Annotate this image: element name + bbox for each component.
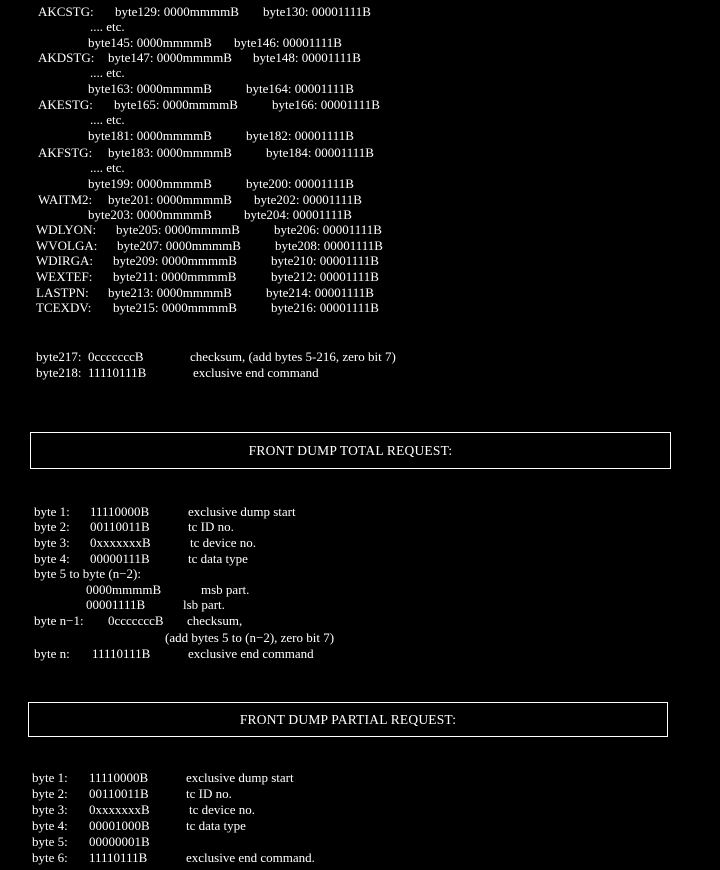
param-byte-msb: byte165: 0000mmmmB xyxy=(114,97,238,112)
byte-label: byte 1: xyxy=(34,504,70,519)
param-byte-lsb: byte202: 00001111B xyxy=(254,192,362,207)
byte-value: 00110011B xyxy=(89,786,149,801)
byte-value: 00001111B xyxy=(86,597,146,612)
param-byte-msb: byte203: 0000mmmmB xyxy=(88,207,212,222)
param-byte-msb: byte129: 0000mmmmB xyxy=(115,4,239,19)
byte-desc-note: (add bytes 5 to (n−2), zero bit 7) xyxy=(165,630,335,645)
param-name: AKCSTG: xyxy=(38,4,94,19)
byte-desc: exclusive dump start xyxy=(186,770,294,785)
param-byte-lsb: byte164: 00001111B xyxy=(246,81,354,96)
byte-label: byte 2: xyxy=(34,519,70,534)
param-byte-msb: byte209: 0000mmmmB xyxy=(113,253,237,268)
byte-range-label: byte 5 to byte (n−2): xyxy=(34,566,141,581)
byte-desc: exclusive end command. xyxy=(186,850,315,865)
param-byte-lsb: byte206: 00001111B xyxy=(274,222,382,237)
byte-desc: lsb part. xyxy=(183,597,225,612)
byte-desc: tc device no. xyxy=(189,802,256,817)
param-name: AKESTG: xyxy=(38,97,93,112)
byte-value: 11110111B xyxy=(92,646,151,661)
byte-label: byte 5: xyxy=(32,834,68,849)
byte-label: byte 4: xyxy=(32,818,68,833)
byte-value: 11110111B xyxy=(89,850,148,865)
byte-value: 11110000B xyxy=(90,504,150,519)
param-name: WAITM2: xyxy=(38,192,93,207)
checksum-desc: checksum, (add bytes 5-216, zero bit 7) xyxy=(190,349,396,364)
section-heading-partial xyxy=(28,702,668,737)
etc-text: .... etc. xyxy=(90,65,125,80)
param-byte-msb: byte201: 0000mmmmB xyxy=(108,192,232,207)
param-byte-lsb: byte166: 00001111B xyxy=(272,97,380,112)
param-byte-msb: byte205: 0000mmmmB xyxy=(116,222,240,237)
checksum-byte: byte217: 0cccccccB xyxy=(36,349,144,364)
param-byte-msb: byte213: 0000mmmmB xyxy=(108,285,232,300)
param-name: WDIRGA: xyxy=(36,253,94,268)
byte-label: byte 1: xyxy=(32,770,68,785)
byte-label: byte 3: xyxy=(32,802,68,817)
byte-label: byte 6: xyxy=(32,850,68,865)
byte-desc: tc data type xyxy=(188,551,248,566)
byte-desc: msb part. xyxy=(201,582,250,597)
param-byte-lsb: byte146: 00001111B xyxy=(234,35,342,50)
byte-label: byte n: xyxy=(34,646,70,661)
param-byte-msb: byte199: 0000mmmmB xyxy=(88,176,212,191)
byte-value: 0xxxxxxxB xyxy=(89,802,150,817)
byte-desc: tc ID no. xyxy=(186,786,232,801)
byte-value: 0000mmmmB xyxy=(86,582,162,597)
byte-label: byte 3: xyxy=(34,535,70,550)
section-heading-total xyxy=(30,432,671,469)
param-byte-lsb: byte216: 00001111B xyxy=(271,300,379,315)
byte-value: 00000111B xyxy=(90,551,150,566)
param-byte-lsb: byte200: 00001111B xyxy=(246,176,354,191)
param-byte-lsb: byte210: 00001111B xyxy=(271,253,379,268)
param-byte-lsb: byte208: 00001111B xyxy=(275,238,383,253)
param-name: AKFSTG: xyxy=(38,145,93,160)
param-name: WVOLGA: xyxy=(36,238,98,253)
etc-text: .... etc. xyxy=(90,160,125,175)
section-heading-total-text: FRONT DUMP TOTAL REQUEST: xyxy=(248,443,453,458)
param-byte-msb: byte145: 0000mmmmB xyxy=(88,35,212,50)
param-byte-lsb: byte148: 00001111B xyxy=(253,50,361,65)
etc-text: .... etc. xyxy=(90,112,125,127)
etc-text: .... etc. xyxy=(90,19,125,34)
param-byte-msb: byte183: 0000mmmmB xyxy=(108,145,232,160)
byte-value: 00000001B xyxy=(89,834,150,849)
byte-value: 11110000B xyxy=(89,770,149,785)
param-name: AKDSTG: xyxy=(38,50,95,65)
param-name: WDLYON: xyxy=(36,222,97,237)
param-name: WEXTEF: xyxy=(36,269,93,284)
byte-label: byte n−1: xyxy=(34,613,84,628)
byte-desc: tc ID no. xyxy=(188,519,234,534)
byte-desc: checksum, xyxy=(187,613,243,628)
byte-value: 00001000B xyxy=(89,818,150,833)
byte-label: byte 4: xyxy=(34,551,70,566)
param-name: LASTPN: xyxy=(36,285,89,300)
param-byte-lsb: byte130: 00001111B xyxy=(263,4,371,19)
byte-desc: exclusive end command xyxy=(188,646,314,661)
section-heading-partial-text: FRONT DUMP PARTIAL REQUEST: xyxy=(239,712,457,727)
param-name: TCEXDV: xyxy=(36,300,92,315)
param-byte-msb: byte207: 0000mmmmB xyxy=(117,238,241,253)
byte-desc: exclusive dump start xyxy=(188,504,296,519)
end-byte: byte218: 11110111B xyxy=(36,365,147,380)
byte-value: 00110011B xyxy=(90,519,150,534)
param-byte-msb: byte181: 0000mmmmB xyxy=(88,128,212,143)
param-byte-msb: byte147: 0000mmmmB xyxy=(108,50,232,65)
end-desc: exclusive end command xyxy=(193,365,319,380)
byte-value: 0cccccccB xyxy=(108,613,164,628)
param-byte-lsb: byte204: 00001111B xyxy=(244,207,352,222)
param-byte-lsb: byte182: 00001111B xyxy=(246,128,354,143)
byte-label: byte 2: xyxy=(32,786,68,801)
byte-desc: tc data type xyxy=(186,818,246,833)
param-byte-lsb: byte214: 00001111B xyxy=(266,285,374,300)
byte-value: 0xxxxxxxB xyxy=(90,535,151,550)
param-byte-msb: byte163: 0000mmmmB xyxy=(88,81,212,96)
param-byte-lsb: byte184: 00001111B xyxy=(266,145,374,160)
param-byte-msb: byte215: 0000mmmmB xyxy=(113,300,237,315)
param-byte-lsb: byte212: 00001111B xyxy=(271,269,379,284)
param-byte-msb: byte211: 0000mmmmB xyxy=(113,269,237,284)
byte-desc: tc device no. xyxy=(190,535,257,550)
